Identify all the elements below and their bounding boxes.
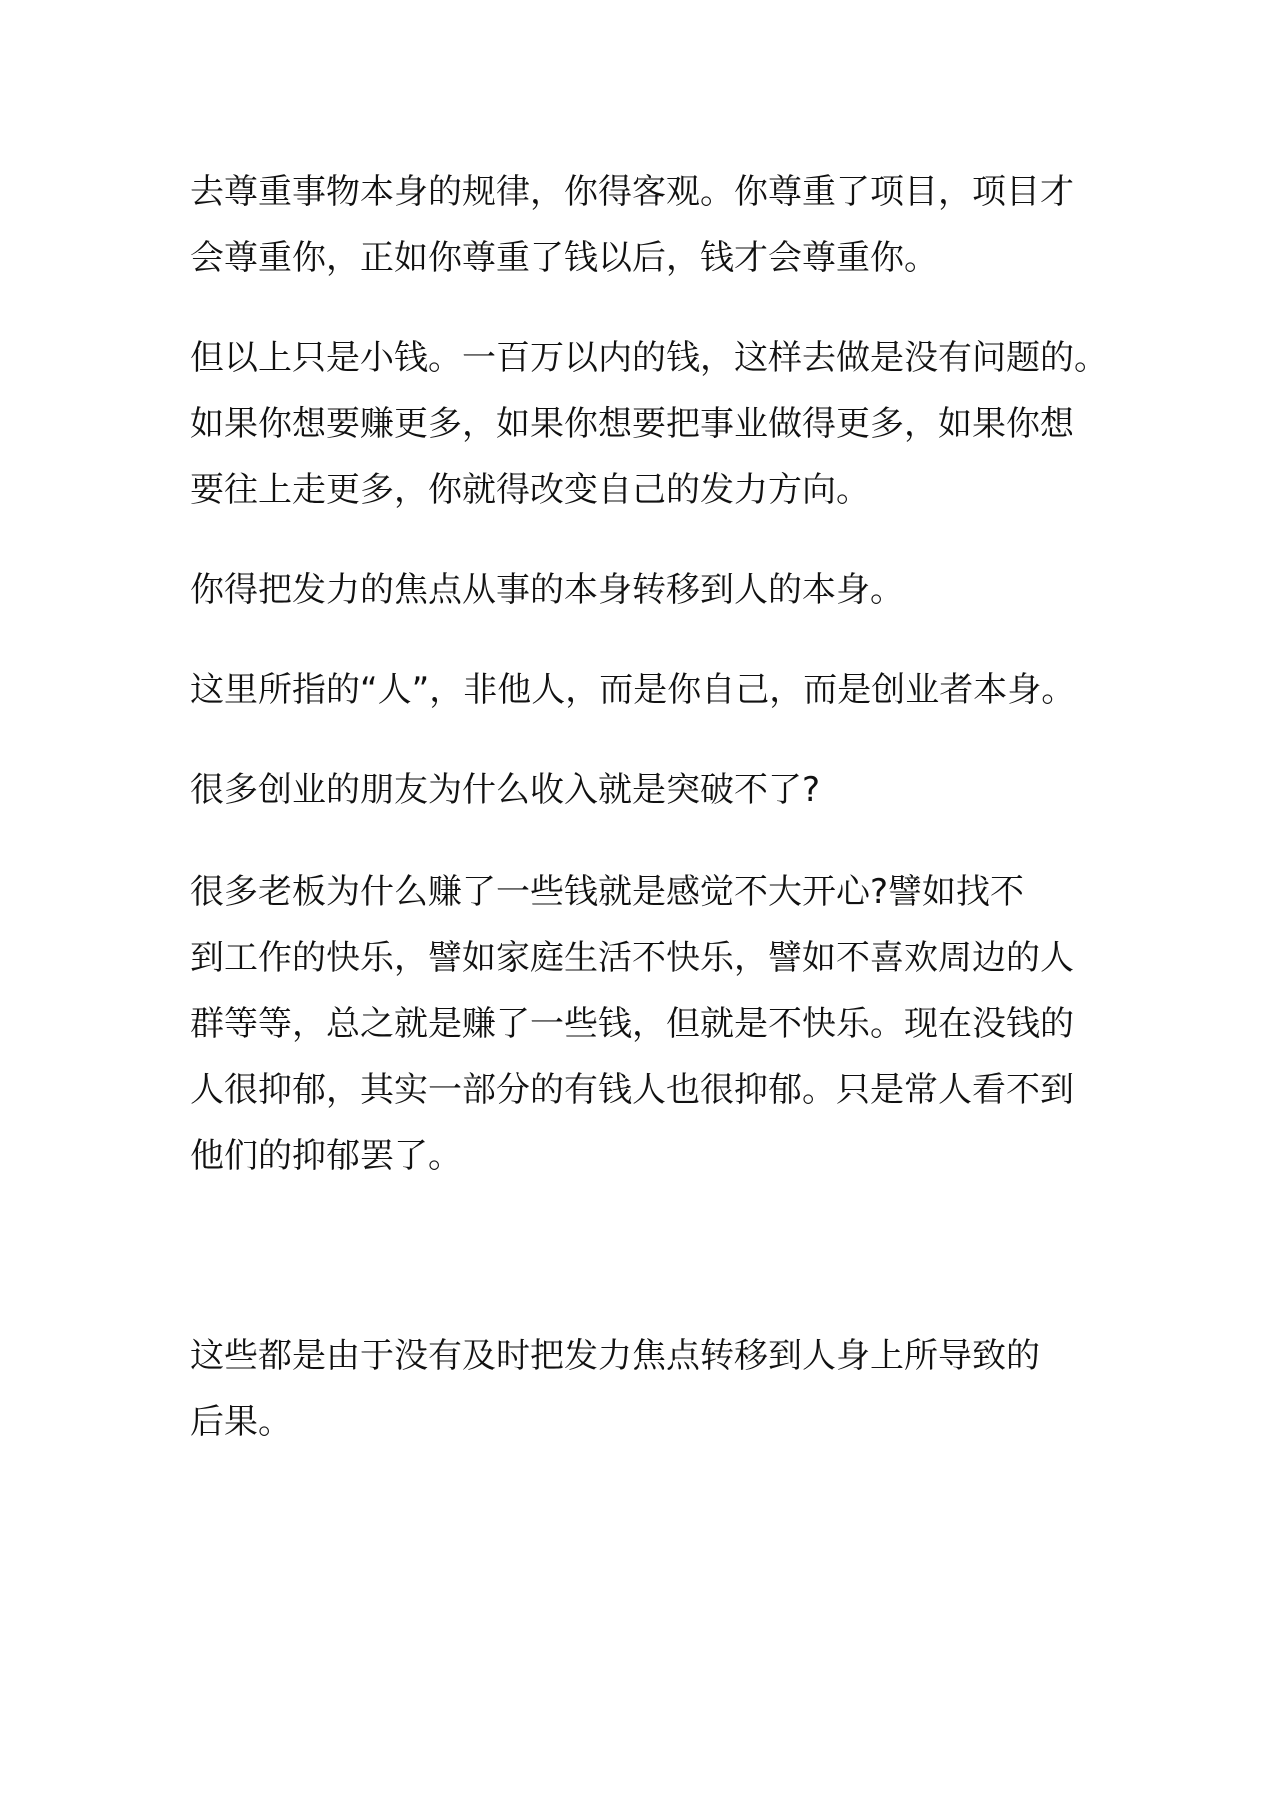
paragraph-2-line-3: 要往上走更多，你就得改变自己的发力方向。 [190, 470, 870, 510]
paragraph-6-line-2: 到工作的快乐，譬如家庭生活不快乐，譬如不喜欢周边的人 [190, 938, 1074, 978]
paragraph-6-line-1: 很多老板为什么赚了一些钱就是感觉不大开心?譬如找不 [190, 872, 1025, 912]
paragraph-6-line-5: 他们的抑郁罢了。 [190, 1136, 462, 1176]
paragraph-5-line-1: 很多创业的朋友为什么收入就是突破不了? [190, 770, 821, 810]
paragraph-4-line-1: 这里所指的“人”，非他人，而是你自己，而是创业者本身。 [190, 670, 1076, 710]
paragraph-6-line-3: 群等等，总之就是赚了一些钱，但就是不快乐。现在没钱的 [190, 1004, 1074, 1044]
paragraph-7-line-1: 这些都是由于没有及时把发力焦点转移到人身上所导致的 [190, 1336, 1040, 1376]
paragraph-1-line-1: 去尊重事物本身的规律，你得客观。你尊重了项目，项目才 [190, 172, 1074, 212]
paragraph-2-line-2: 如果你想要赚更多，如果你想要把事业做得更多，如果你想 [190, 404, 1074, 444]
paragraph-6-line-4: 人很抑郁，其实一部分的有钱人也很抑郁。只是常人看不到 [190, 1070, 1074, 1110]
paragraph-1-line-2: 会尊重你，正如你尊重了钱以后，钱才会尊重你。 [190, 238, 938, 278]
paragraph-3-line-1: 你得把发力的焦点从事的本身转移到人的本身。 [190, 570, 904, 610]
paragraph-2-line-1: 但以上只是小钱。一百万以内的钱，这样去做是没有问题的。 [190, 338, 1108, 378]
paragraph-7-line-2: 后果。 [190, 1402, 292, 1442]
